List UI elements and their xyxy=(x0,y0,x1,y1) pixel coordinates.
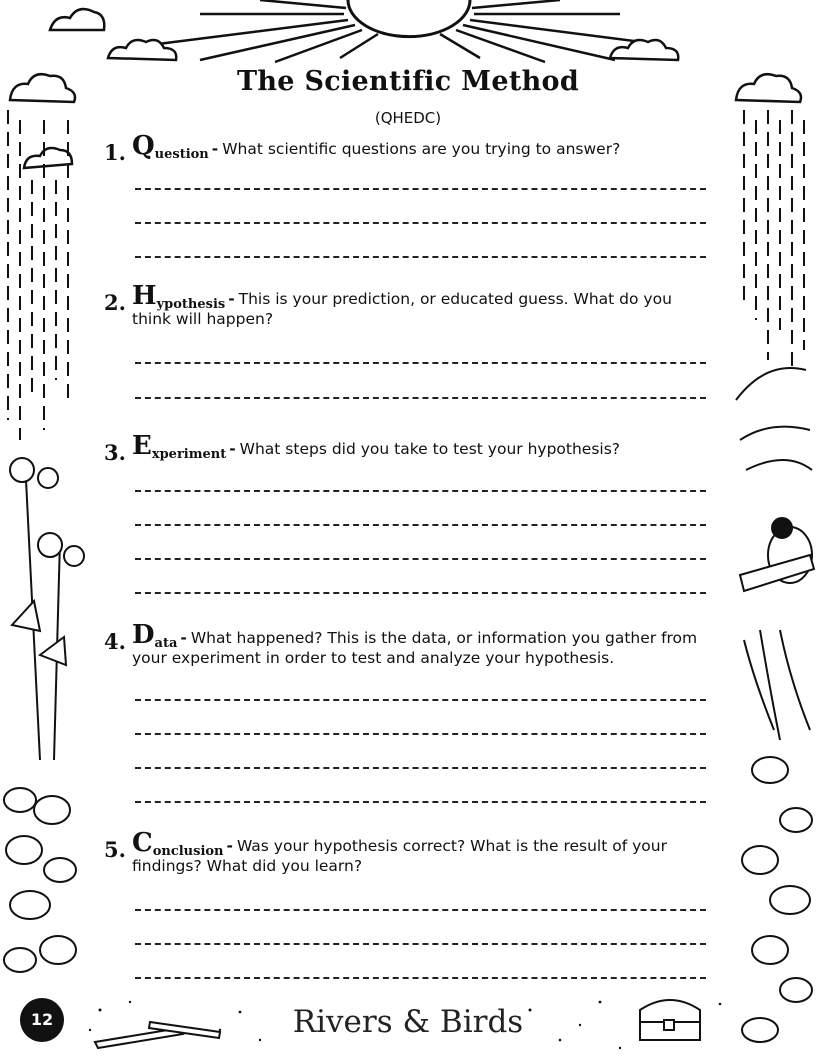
page-title: The Scientific Method xyxy=(236,66,580,97)
section-prompt: Hypothesis - This is your prediction, or educated guess. What do you think will happen? xyxy=(132,281,672,328)
answer-line[interactable] xyxy=(135,767,706,769)
answer-line[interactable] xyxy=(135,592,706,594)
book-title-footer: Rivers & Birds xyxy=(292,1004,524,1040)
section-number: 4. xyxy=(104,629,126,654)
sun-illustration xyxy=(150,0,665,62)
section-number: 1. xyxy=(104,140,126,165)
section-number: 5. xyxy=(104,837,126,862)
answer-line[interactable] xyxy=(135,733,706,735)
answer-line[interactable] xyxy=(135,943,706,945)
section-prompt: Question - What scientific questions are you trying to answer? xyxy=(132,131,621,162)
section-heading: Experiment xyxy=(132,431,227,462)
section-text: What scientific questions are you trying to answer? xyxy=(222,140,621,158)
answer-line[interactable] xyxy=(135,524,706,526)
answer-line[interactable] xyxy=(135,362,706,364)
section-text: What happened? This is the data, or information you gather from your experiment in order to test and analyze your hypothesis. xyxy=(132,629,698,667)
flower-illustrations xyxy=(10,458,84,760)
section-prompt: Data - What happened? This is the data, or information you gather from your experiment in order to test and analyze your hypothesis. xyxy=(132,620,698,667)
section-prompt: Experiment - What steps did you take to test your hypothesis? xyxy=(132,431,621,462)
section-text: Was your hypothesis correct? What is the result of your findings? What did you learn? xyxy=(132,837,667,875)
answer-line[interactable] xyxy=(135,222,706,224)
answer-line[interactable] xyxy=(135,188,706,190)
answer-line[interactable] xyxy=(135,256,706,258)
section-number: 2. xyxy=(104,290,126,315)
section-number: 3. xyxy=(104,440,126,465)
section-text: What steps did you take to test your hypothesis? xyxy=(239,440,621,458)
section-heading: Conclusion xyxy=(132,828,224,859)
bird-and-plants-illustration xyxy=(736,368,814,740)
answer-line[interactable] xyxy=(135,397,706,399)
answer-line[interactable] xyxy=(135,801,706,803)
rock-illustrations xyxy=(4,757,812,1042)
section-prompt: Conclusion - Was your hypothesis correct? What is the result of your findings? What did you learn? xyxy=(132,828,667,875)
section-text: This is your prediction, or educated guess. What do you think will happen? xyxy=(132,290,672,328)
answer-line[interactable] xyxy=(135,558,706,560)
answer-line[interactable] xyxy=(135,977,706,979)
answer-line[interactable] xyxy=(135,909,706,911)
section-heading: Data xyxy=(132,620,178,651)
page-number-badge: 12 xyxy=(20,998,64,1042)
answer-line[interactable] xyxy=(135,490,706,492)
section-heading: Hypothesis xyxy=(132,281,226,312)
section-heading: Question xyxy=(132,131,209,162)
answer-line[interactable] xyxy=(135,699,706,701)
page-subtitle: (QHEDC) xyxy=(374,109,442,127)
